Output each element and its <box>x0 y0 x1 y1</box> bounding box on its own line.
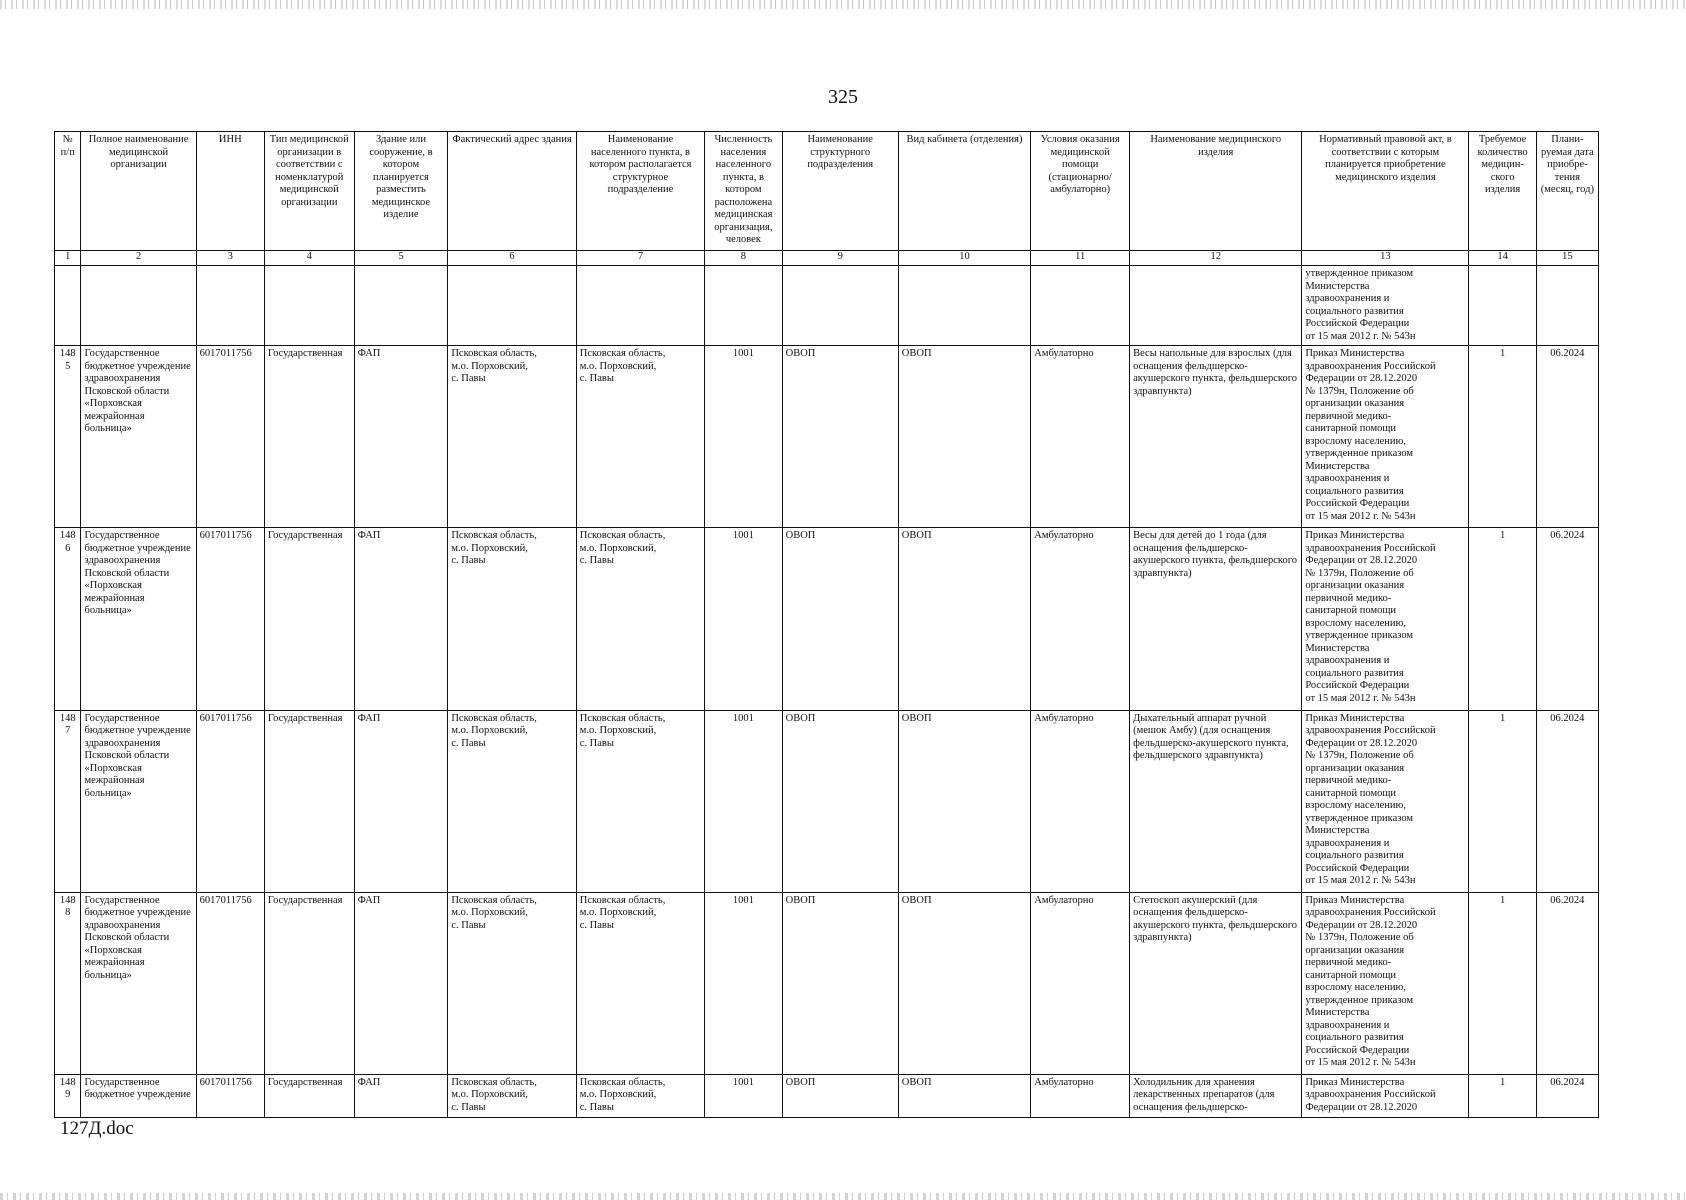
equipment-register-table <box>54 131 1599 1118</box>
table-row <box>55 892 1599 1074</box>
structural-unit-text: ОВОП <box>785 712 816 724</box>
header-cell-locality: Наименование населенного пункта, в котором располагается структурное подразделение <box>576 132 704 251</box>
care-conditions-text: Амбулаторно <box>1034 348 1094 360</box>
population-text: 1001 <box>732 530 754 542</box>
org-name-text: Государственное бюджетное учреждение здравоохранения Псковской области «Порховская межрайонная больница» <box>84 894 191 981</box>
cell-device-name <box>1130 528 1302 710</box>
cell-locality <box>576 1074 704 1117</box>
org-type-text: Государственная <box>267 348 343 360</box>
cell-population <box>705 892 782 1074</box>
population-text: 1001 <box>732 1076 754 1088</box>
locality-text: Псковская область, м.о. Порховский, с. Павы <box>579 1076 666 1113</box>
continuation-act-cell <box>1302 266 1469 346</box>
cabinet-type-text: ОВОП <box>901 1076 932 1088</box>
header-cell-org: Полное наименование медицинской организации <box>81 132 196 251</box>
cell-inn <box>196 710 264 892</box>
cell-legal-act <box>1302 710 1469 892</box>
structural-unit-text: ОВОП <box>785 530 816 542</box>
population-text: 1001 <box>732 894 754 906</box>
continuation-act-text: утвержденное приказом Министерства здравоохранения и социального развития Российской Федерации от 15 мая 2012 г. № 543н <box>1305 268 1416 342</box>
cell-locality <box>576 710 704 892</box>
building-text: ФАП <box>357 530 381 542</box>
quantity-text: 1 <box>1499 530 1506 542</box>
care-conditions-text: Амбулаторно <box>1034 530 1094 542</box>
cell-building <box>354 528 448 710</box>
scan-edge-bottom <box>0 1193 1686 1200</box>
quantity-text: 1 <box>1499 348 1506 360</box>
header-cell-date: Плани-руемая дата приобре-тения (месяц, год) <box>1536 132 1598 251</box>
header-row <box>55 132 1599 251</box>
address-text: Псковская область, м.о. Порховский, с. Павы <box>451 712 537 749</box>
cell-address <box>448 710 576 892</box>
cell-building <box>354 1074 448 1117</box>
column-number: 13 <box>1302 251 1469 266</box>
planned-date-text: 06.2024 <box>1550 348 1585 360</box>
population-text: 1001 <box>732 348 754 360</box>
cell-device-name <box>1130 710 1302 892</box>
page-number: 325 <box>828 86 858 108</box>
org-name-text: Государственное бюджетное учреждение <box>84 1076 191 1101</box>
cell-org-type <box>264 346 354 528</box>
row-number-text: 1488 <box>59 894 76 919</box>
cell-planned-date <box>1536 528 1598 710</box>
device-name-text: Стетоскоп акушерский (для оснащения фельдшерско-акушерского пункта, фельдшерского здравпункта) <box>1133 894 1298 944</box>
row-number-text: 1487 <box>59 712 76 737</box>
inn-text: 6017011756 <box>199 712 252 724</box>
locality-text: Псковская область, м.о. Порховский, с. Павы <box>579 348 666 385</box>
cell-structural-unit <box>782 346 898 528</box>
cell-structural-unit <box>782 528 898 710</box>
cabinet-type-text: ОВОП <box>901 712 932 724</box>
planned-date-text: 06.2024 <box>1550 1076 1585 1088</box>
cell-address <box>448 892 576 1074</box>
care-conditions-text: Амбулаторно <box>1034 894 1094 906</box>
cabinet-type-text: ОВОП <box>901 348 932 360</box>
device-name-text: Весы для детей до 1 года (для оснащения фельдшерско-акушерского пункта, фельдшерского здравпункта) <box>1133 530 1298 579</box>
column-number: 15 <box>1536 251 1598 266</box>
address-text: Псковская область, м.о. Порховский, с. Павы <box>451 530 537 567</box>
cell-population <box>705 1074 782 1117</box>
column-number: 1 <box>55 251 81 266</box>
header-cell-type: Тип медицинской организации в соответствии с номенклатурой медицинской организации <box>264 132 354 251</box>
cell-locality <box>576 892 704 1074</box>
address-text: Псковская область, м.о. Порховский, с. Павы <box>451 1076 537 1113</box>
cell-inn <box>196 346 264 528</box>
header-cell-qty: Требуемое количество медицин-ского изделия <box>1469 132 1536 251</box>
locality-text: Псковская область, м.о. Порховский, с. Павы <box>579 712 666 749</box>
cell-population <box>705 528 782 710</box>
cell-care-conditions <box>1031 1074 1130 1117</box>
header-cell-unit: Наименование структурного подразделения <box>782 132 898 251</box>
table-row <box>55 1074 1599 1117</box>
cell-legal-act <box>1302 1074 1469 1117</box>
cell-legal-act <box>1302 892 1469 1074</box>
inn-text: 6017011756 <box>199 894 252 906</box>
column-number: 8 <box>705 251 782 266</box>
care-conditions-text: Амбулаторно <box>1034 712 1094 724</box>
structural-unit-text: ОВОП <box>785 348 816 360</box>
header-cell-building: Здание или сооружение, в котором планируется разместить медицинское изделие <box>354 132 448 251</box>
row-number-text: 1485 <box>59 348 76 372</box>
org-name-text: Государственное бюджетное учреждение здравоохранения Псковской области «Порховская межрайонная больница» <box>84 712 191 799</box>
cell-device-name <box>1130 1074 1302 1117</box>
cell-quantity <box>1469 710 1536 892</box>
header-cell-address: Фактический адрес здания <box>448 132 576 251</box>
cell-cabinet-type <box>898 528 1030 710</box>
cell-cabinet-type <box>898 346 1030 528</box>
org-type-text: Государственная <box>267 530 343 542</box>
legal-act-text: Приказ Министерства здравоохранения Российской Федерации от 28.12.2020 <box>1305 1076 1436 1113</box>
cell-structural-unit <box>782 892 898 1074</box>
cell-planned-date <box>1536 892 1598 1074</box>
cell-planned-date <box>1536 710 1598 892</box>
cell-legal-act <box>1302 528 1469 710</box>
cell-device-name <box>1130 346 1302 528</box>
table-row <box>55 528 1599 710</box>
legal-act-text: Приказ Министерства здравоохранения Российской Федерации от 28.12.2020 № 1379н, Положение об организации оказания первичной медико- санитарной помощи взрослому населению, утвержденное приказом Министерства здравоохранения и социального развития Российской Федерации от 15 мая 2012 г. № 543н <box>1305 894 1436 1069</box>
planned-date-text: 06.2024 <box>1550 894 1585 906</box>
device-name-text: Холодильник для хранения лекарственных препаратов (для оснащения фельдшерско- <box>1133 1076 1275 1113</box>
row-number-text: 1489 <box>59 1076 76 1101</box>
column-number: 3 <box>196 251 264 266</box>
planned-date-text: 06.2024 <box>1550 530 1585 542</box>
building-text: ФАП <box>357 712 381 724</box>
cell-row-number <box>55 528 81 710</box>
cell-org-type <box>264 1074 354 1117</box>
cell-org-name <box>81 528 196 710</box>
org-type-text: Государственная <box>267 712 343 724</box>
cell-quantity <box>1469 346 1536 528</box>
locality-text: Псковская область, м.о. Порховский, с. Павы <box>579 530 666 567</box>
care-conditions-text: Амбулаторно <box>1034 1076 1094 1088</box>
quantity-text: 1 <box>1499 1076 1506 1088</box>
header-cell-num: № п/п <box>55 132 81 251</box>
structural-unit-text: ОВОП <box>785 1076 816 1088</box>
cell-population <box>705 346 782 528</box>
building-text: ФАП <box>357 894 381 906</box>
header-cell-act: Нормативный правовой акт, в соответствии с которым планируется приобретение медицинского изделия <box>1302 132 1469 251</box>
device-name-text: Весы напольные для взрослых (для оснащения фельдшерско-акушерского пункта, фельдшерского здравпункта) <box>1133 348 1298 397</box>
header-cell-conditions: Условия оказания медицинской помощи (стационарно/ амбулаторно) <box>1031 132 1130 251</box>
cell-planned-date <box>1536 1074 1598 1117</box>
cell-address <box>448 1074 576 1117</box>
cabinet-type-text: ОВОП <box>901 894 932 906</box>
footer-file-name: 127Д.doc <box>60 1118 134 1139</box>
cell-structural-unit <box>782 710 898 892</box>
population-text: 1001 <box>732 712 754 724</box>
structural-unit-text: ОВОП <box>785 894 816 906</box>
inn-text: 6017011756 <box>199 348 252 360</box>
cell-cabinet-type <box>898 710 1030 892</box>
table-row <box>55 346 1599 528</box>
cell-structural-unit <box>782 1074 898 1117</box>
header-cell-population: Численность населения населенного пункта, в котором расположена медицинская организация, человек <box>705 132 782 251</box>
column-number: 4 <box>264 251 354 266</box>
cell-population <box>705 710 782 892</box>
cell-quantity <box>1469 892 1536 1074</box>
column-number-row <box>55 251 1599 266</box>
inn-text: 6017011756 <box>199 530 252 542</box>
scan-edge-top <box>0 0 1686 9</box>
column-number: 2 <box>81 251 196 266</box>
cell-row-number <box>55 346 81 528</box>
column-number: 7 <box>576 251 704 266</box>
column-number: 5 <box>354 251 448 266</box>
continuation-row <box>55 266 1599 346</box>
row-number-text: 1486 <box>59 530 76 554</box>
cell-care-conditions <box>1031 710 1130 892</box>
address-text: Псковская область, м.о. Порховский, с. Павы <box>451 894 537 931</box>
cell-address <box>448 346 576 528</box>
cell-care-conditions <box>1031 892 1130 1074</box>
quantity-text: 1 <box>1499 894 1506 906</box>
cell-row-number <box>55 1074 81 1117</box>
planned-date-text: 06.2024 <box>1550 712 1585 724</box>
cell-cabinet-type <box>898 1074 1030 1117</box>
cell-locality <box>576 346 704 528</box>
org-name-text: Государственное бюджетное учреждение здравоохранения Псковской области «Порховская межрайонная больница» <box>84 530 191 617</box>
cell-care-conditions <box>1031 528 1130 710</box>
building-text: ФАП <box>357 1076 381 1088</box>
cell-quantity <box>1469 1074 1536 1117</box>
header-cell-device: Наименование медицинского изделия <box>1130 132 1302 251</box>
org-name-text: Государственное бюджетное учреждение здравоохранения Псковской области «Порховская межрайонная больница» <box>84 348 191 435</box>
cell-building <box>354 892 448 1074</box>
locality-text: Псковская область, м.о. Порховский, с. Павы <box>579 894 666 931</box>
table-row <box>55 710 1599 892</box>
column-number: 14 <box>1469 251 1536 266</box>
legal-act-text: Приказ Министерства здравоохранения Российской Федерации от 28.12.2020 № 1379н, Положение об организации оказания первичной медико- санитарной помощи взрослому населению, утвержденное приказом Министерства здравоохранения и социального развития Российской Федерации от 15 мая 2012 г. № 543н <box>1305 530 1436 704</box>
cell-org-name <box>81 346 196 528</box>
column-number: 6 <box>448 251 576 266</box>
cell-row-number <box>55 710 81 892</box>
device-name-text: Дыхательный аппарат ручной (мешок Амбу) (для оснащения фельдшерско-акушерского пункта, фельдшерского здравпункта) <box>1133 712 1289 762</box>
cell-care-conditions <box>1031 346 1130 528</box>
cell-locality <box>576 528 704 710</box>
cell-org-type <box>264 710 354 892</box>
cell-building <box>354 346 448 528</box>
cell-planned-date <box>1536 346 1598 528</box>
cell-inn <box>196 892 264 1074</box>
cabinet-type-text: ОВОП <box>901 530 932 542</box>
column-number: 10 <box>898 251 1030 266</box>
cell-building <box>354 710 448 892</box>
column-number: 11 <box>1031 251 1130 266</box>
building-text: ФАП <box>357 348 381 360</box>
cell-org-name <box>81 1074 196 1117</box>
cell-row-number <box>55 892 81 1074</box>
cell-legal-act <box>1302 346 1469 528</box>
header-cell-inn: ИНН <box>196 132 264 251</box>
cell-org-name <box>81 710 196 892</box>
cell-quantity <box>1469 528 1536 710</box>
inn-text: 6017011756 <box>199 1076 252 1088</box>
quantity-text: 1 <box>1499 712 1506 724</box>
column-number: 9 <box>782 251 898 266</box>
org-type-text: Государственная <box>267 1076 343 1088</box>
cell-address <box>448 528 576 710</box>
cell-device-name <box>1130 892 1302 1074</box>
cell-inn <box>196 1074 264 1117</box>
cell-org-name <box>81 892 196 1074</box>
column-number: 12 <box>1130 251 1302 266</box>
legal-act-text: Приказ Министерства здравоохранения Российской Федерации от 28.12.2020 № 1379н, Положение об организации оказания первичной медико- санитарной помощи взрослому населению, утвержденное приказом Министерства здравоохранения и социального развития Российской Федерации от 15 мая 2012 г. № 543н <box>1305 348 1436 522</box>
legal-act-text: Приказ Министерства здравоохранения Российской Федерации от 28.12.2020 № 1379н, Положение об организации оказания первичной медико- санитарной помощи взрослому населению, утвержденное приказом Министерства здравоохранения и социального развития Российской Федерации от 15 мая 2012 г. № 543н <box>1305 712 1436 887</box>
org-type-text: Государственная <box>267 894 343 906</box>
cell-inn <box>196 528 264 710</box>
cell-cabinet-type <box>898 892 1030 1074</box>
cell-org-type <box>264 528 354 710</box>
header-cell-cabinet: Вид кабинета (отделения) <box>898 132 1030 251</box>
address-text: Псковская область, м.о. Порховский, с. Павы <box>451 348 537 385</box>
cell-org-type <box>264 892 354 1074</box>
